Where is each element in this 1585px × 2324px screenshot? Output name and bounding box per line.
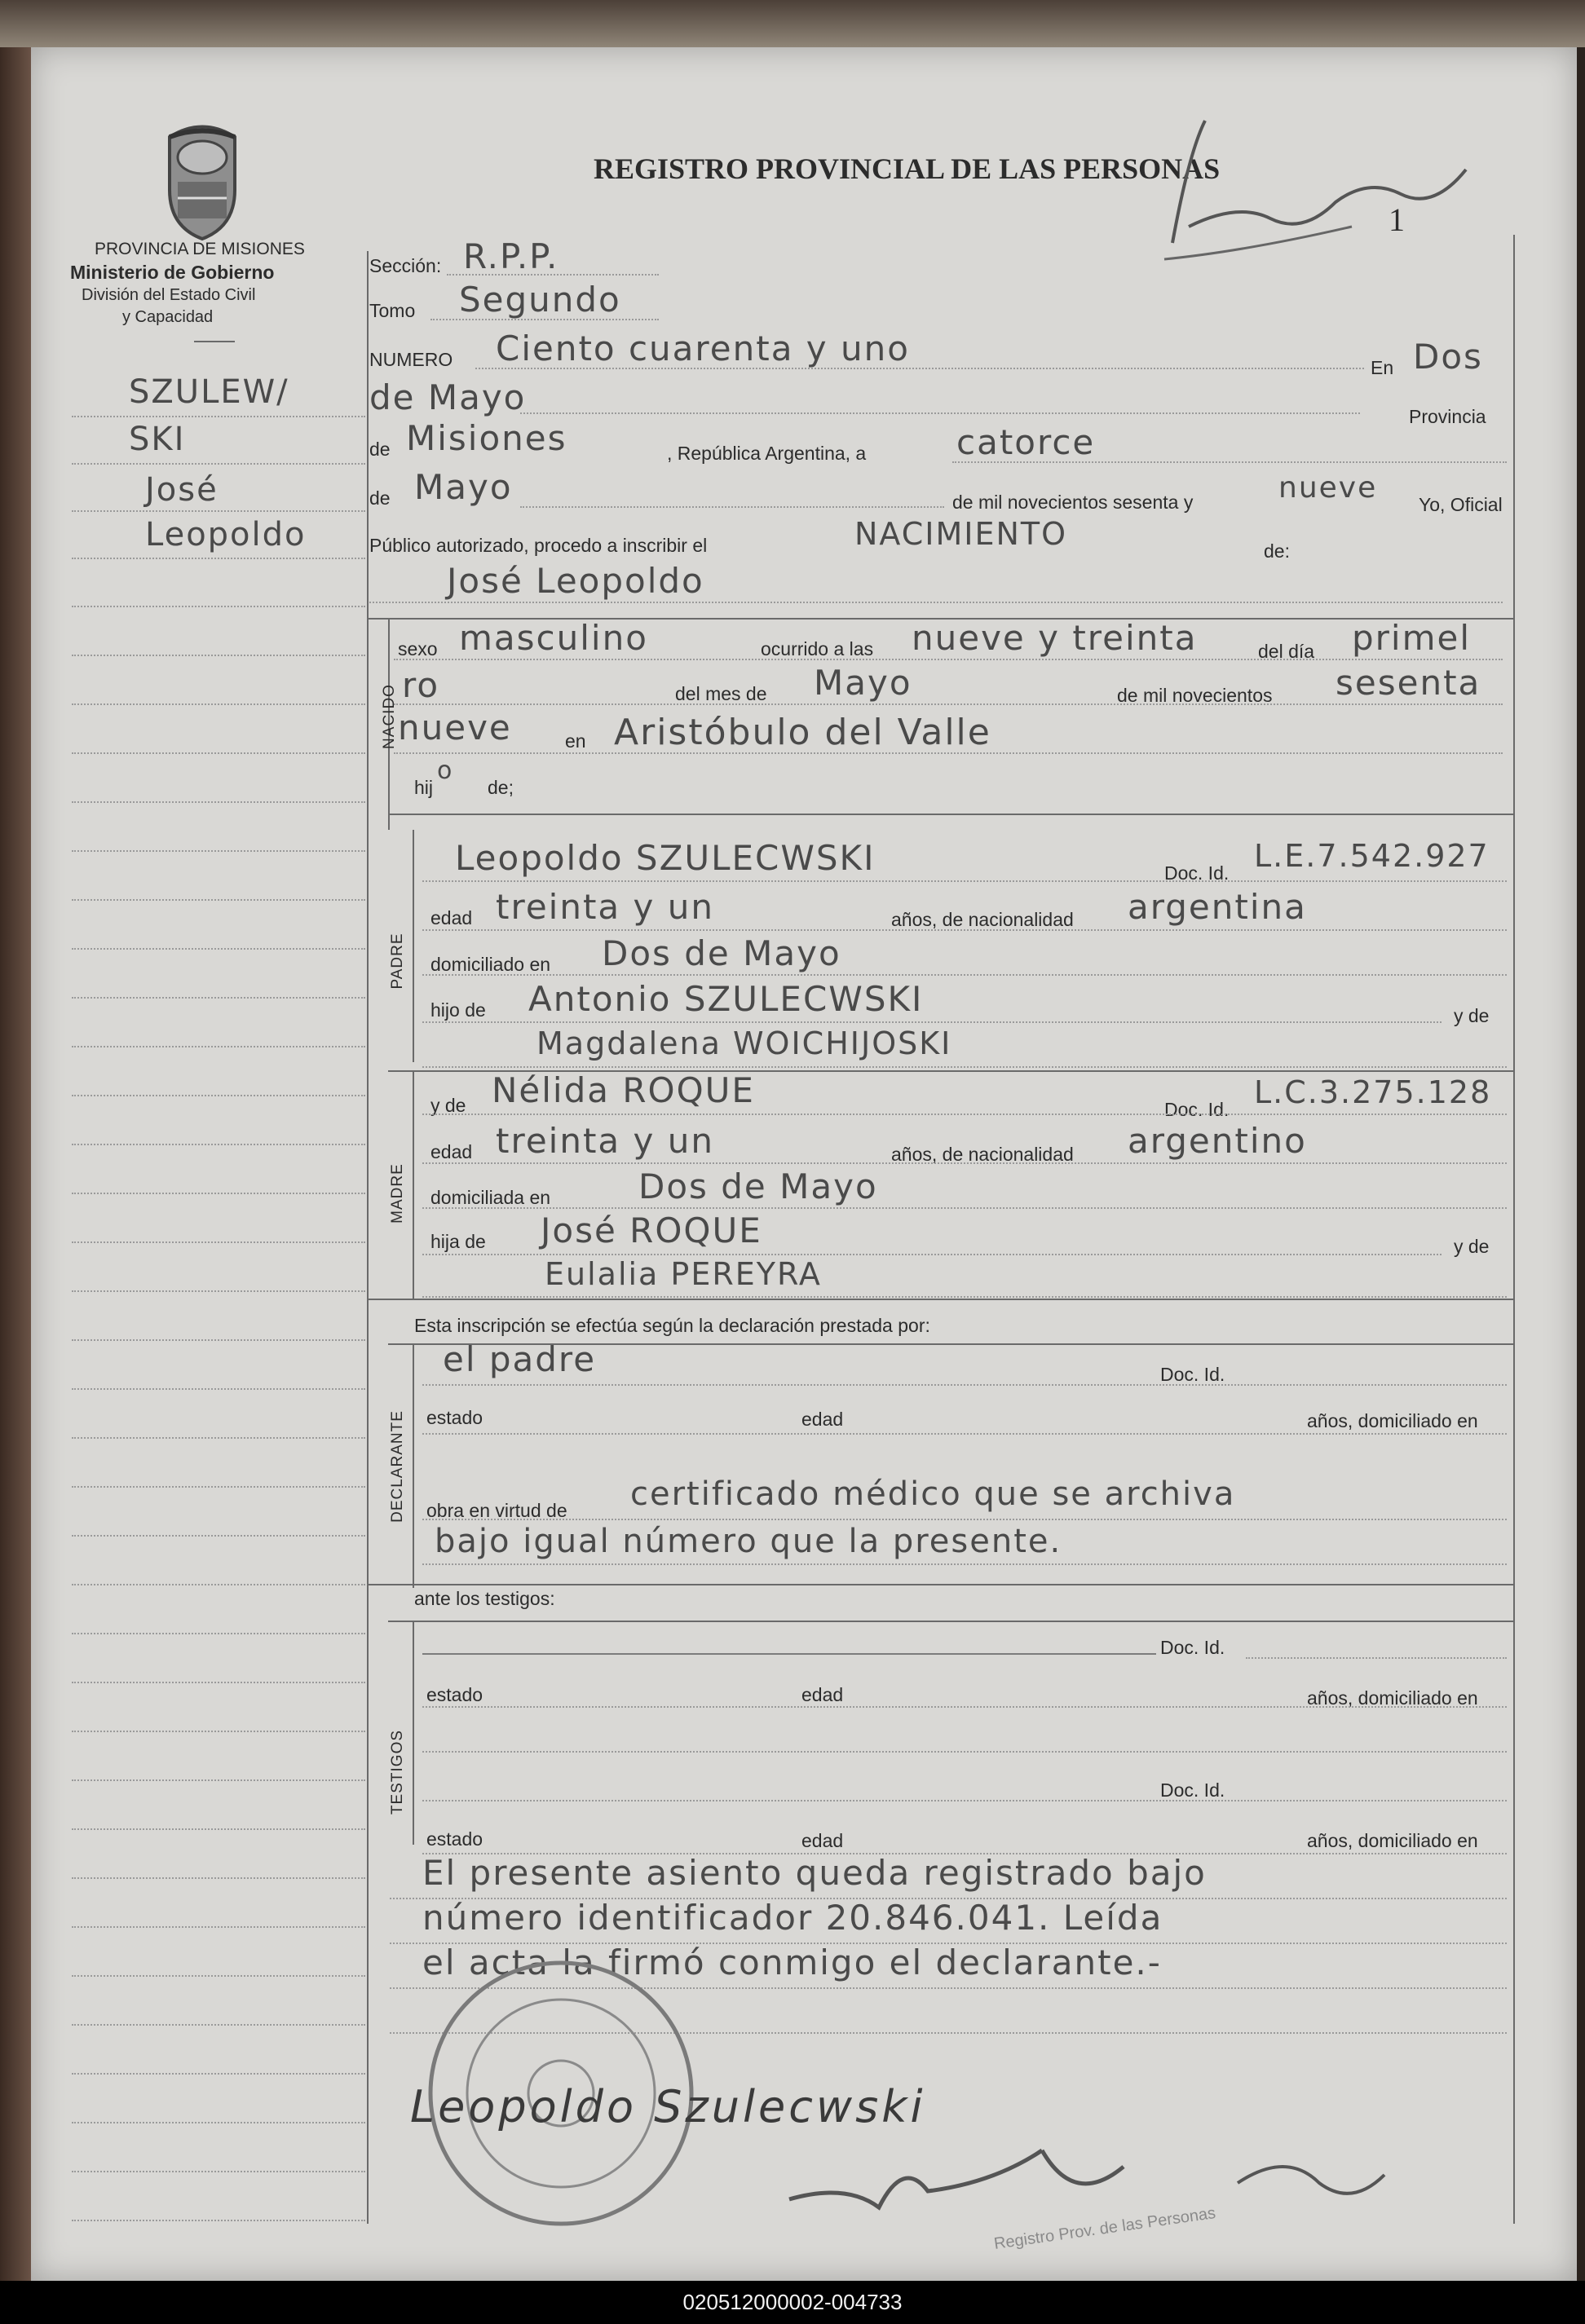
dia-value: catorce [956, 422, 1096, 462]
en-label-2: en [565, 730, 586, 752]
publico-label: Público autorizado, procedo a inscribir el [369, 535, 708, 556]
margin-rule [72, 1877, 365, 1879]
section-label-divider [413, 1343, 414, 1588]
margin-rule [72, 1633, 365, 1634]
testigo1-anos-label: años, domiciliado en [1307, 1687, 1478, 1709]
margin-rule [72, 1339, 365, 1341]
testigo1-edad-label: edad [801, 1684, 844, 1705]
declarante-estado-label: estado [426, 1407, 483, 1428]
section-label-divider [413, 1621, 414, 1845]
fill-line [422, 1519, 1507, 1520]
fill-line [475, 368, 1364, 369]
declarante-anos-label: años, domiciliado en [1307, 1410, 1478, 1431]
fill-line [422, 1296, 1507, 1298]
numero-value: Ciento cuarenta y uno [496, 329, 910, 368]
section-padre: PADRE [389, 933, 406, 990]
fill-line [520, 506, 944, 508]
fill-line [422, 974, 1507, 976]
fill-line [520, 412, 1360, 414]
margin-rule [72, 1584, 365, 1585]
fill-line [422, 880, 1507, 882]
mes-value: Mayo [414, 467, 513, 507]
margin-rule [72, 2073, 365, 2075]
hora-value: nueve y treinta [912, 618, 1198, 658]
section-label-divider [413, 1070, 414, 1299]
nota-line-2: número identificador 20.846.041. Leída [422, 1898, 1163, 1938]
fill-line [394, 752, 1503, 754]
document-title: REGISTRO PROVINCIAL DE LAS PERSONAS [594, 152, 1221, 185]
margin-rule [72, 1731, 365, 1732]
hijo-label: hij [414, 777, 434, 798]
fill-line [422, 1162, 1507, 1164]
margin-note-line-1: SZULEW/ [129, 373, 289, 411]
margin-rule [72, 1828, 365, 1830]
section-nacido: NACIDO [381, 684, 398, 749]
seccion-value: R.P.P. [463, 236, 559, 276]
sexo-value: masculino [459, 618, 648, 658]
madre-doc-value: L.C.3.275.128 [1254, 1074, 1492, 1110]
margin-rule [72, 2024, 365, 2026]
de-semi-label: de; [488, 777, 514, 798]
madre-nombre-value: Nélida ROQUE [492, 1070, 755, 1110]
provincia-value: Misiones [406, 418, 567, 458]
margin-rule [72, 752, 365, 754]
declarante-signature: Leopoldo Szulecwski [410, 2081, 926, 2132]
image-identifier: 020512000002-004733 [0, 2281, 1585, 2324]
anio-nac-value-2: nueve [398, 708, 512, 747]
section-divider [367, 1584, 1513, 1585]
padre-dom-value: Dos de Mayo [602, 933, 841, 973]
margin-rule [72, 1290, 365, 1292]
provincia-label: Provincia [1409, 406, 1486, 427]
page-mark: 1 [1389, 201, 1405, 238]
section-declarante: DECLARANTE [389, 1410, 406, 1523]
margin-rule [72, 801, 365, 803]
testigo1-estado-label: estado [426, 1684, 483, 1705]
padre-madre-value: Magdalena WOICHIJOSKI [536, 1025, 952, 1061]
section-divider [388, 1621, 1513, 1622]
testigo1-doc-label: Doc. Id. [1160, 1637, 1225, 1658]
mes-nac-value: Mayo [814, 663, 912, 703]
margin-note-line-3: José [145, 471, 219, 509]
fill-line [952, 461, 1507, 463]
testigo2-estado-label: estado [426, 1828, 483, 1850]
registry-stamp-text: Registro Prov. de las Personas [992, 2204, 1217, 2253]
madre-dom-label: domiciliada en [430, 1187, 551, 1208]
margin-rule [72, 558, 365, 559]
padre-nac-value: argentina [1128, 887, 1307, 927]
margin-rule [72, 2220, 365, 2221]
de-label-2: de [369, 487, 391, 509]
ocurrido-label: ocurrido a las [761, 638, 874, 659]
obra-value-2: bajo igual número que la presente. [435, 1523, 1062, 1560]
margin-rule [72, 416, 365, 417]
coat-of-arms-emblem [153, 121, 251, 243]
fill-line [422, 1751, 1507, 1753]
ministry-label: Ministerio de Gobierno [70, 262, 275, 283]
madre-y-de-label-2: y de [1454, 1236, 1490, 1257]
testigo2-doc-label: Doc. Id. [1160, 1779, 1225, 1801]
padre-padre-value: Antonio SZULECWSKI [528, 979, 924, 1019]
madre-edad-label: edad [430, 1141, 473, 1162]
margin-rule [72, 1095, 365, 1096]
fill-line [447, 274, 659, 276]
fill-line [394, 659, 1503, 660]
en-place-value-2: de Mayo [369, 377, 527, 417]
margin-note-line-4: Leopoldo [145, 516, 307, 553]
section-divider [388, 814, 1513, 815]
margin-rule [72, 606, 365, 607]
margin-rule [72, 1926, 365, 1928]
margin-rule [72, 1535, 365, 1537]
lugar-value: Aristóbulo del Valle [614, 712, 991, 753]
madre-anos-label: años, de nacionalidad [891, 1144, 1074, 1165]
fill-line [422, 1066, 1507, 1068]
padre-y-de-label: y de [1454, 1005, 1490, 1026]
fill-line [422, 1706, 1507, 1708]
ante-testigos-label: ante los testigos: [414, 1588, 555, 1609]
madre-madre-value: Eulalia PEREYRA [545, 1256, 822, 1292]
numero-label: NUMERO [369, 349, 453, 370]
anio-value: nueve [1278, 471, 1378, 505]
fill-line [422, 1653, 1156, 1655]
margin-rule [72, 1437, 365, 1439]
margin-rule [72, 510, 365, 512]
margin-rule [72, 1241, 365, 1243]
padre-dom-label: domiciliado en [430, 954, 551, 975]
de-mil-label: de mil novecientos sesenta y [952, 492, 1194, 513]
fill-line [422, 1207, 1507, 1209]
fill-line [422, 1021, 1442, 1023]
margin-rule [72, 1388, 365, 1390]
frame-left [367, 251, 369, 2224]
madre-nac-value: argentino [1128, 1121, 1307, 1161]
del-dia-label: del día [1258, 641, 1315, 662]
padre-anos-label: años, de nacionalidad [891, 909, 1074, 930]
dia-nac-value-2: ro [402, 665, 440, 705]
hijo-suffix: o [437, 756, 454, 785]
section-madre: MADRE [389, 1163, 406, 1224]
testigo2-anos-label: años, domiciliado en [1307, 1830, 1478, 1851]
madre-hija-de-label: hija de [430, 1231, 486, 1252]
section-testigos: TESTIGOS [389, 1729, 406, 1815]
de-label: de [369, 439, 391, 460]
margin-rule [72, 1144, 365, 1145]
margin-rule [72, 850, 365, 852]
sexo-label: sexo [398, 638, 438, 659]
page-top-edge [0, 0, 1585, 47]
tomo-label: Tomo [369, 300, 416, 321]
fill-line [394, 703, 1503, 705]
margin-note-line-2: SKI [129, 421, 186, 458]
dia-nac-value: primel [1352, 618, 1472, 658]
de-mil-label-2: de mil novecientos [1117, 685, 1273, 706]
division-label: División del Estado Civil [82, 286, 256, 304]
fill-line [422, 1254, 1442, 1255]
en-label: En [1371, 357, 1394, 378]
margin-rule [72, 463, 365, 465]
margin-rule [72, 1193, 365, 1194]
margin-rule [72, 1682, 365, 1683]
margin-rule [72, 703, 365, 705]
nota-line-3: el acta la firmó conmigo el declarante.- [422, 1943, 1162, 1982]
madre-doc-label: Doc. Id. [1164, 1099, 1230, 1120]
province-label: PROVINCIA DE MISIONES [95, 240, 305, 258]
fill-line [422, 1563, 1507, 1565]
fill-line [430, 319, 659, 320]
margin-rule [72, 2171, 365, 2172]
declarante-doc-label: Doc. Id. [1160, 1364, 1225, 1385]
padre-edad-label: edad [430, 907, 473, 928]
margin-rule [72, 899, 365, 901]
margin-rule [72, 997, 365, 999]
del-mes-label: del mes de [675, 683, 767, 704]
tomo-value: Segundo [459, 280, 621, 320]
fill-line [422, 1113, 1507, 1115]
seccion-label: Sección: [369, 255, 442, 276]
fill-line [422, 929, 1507, 931]
anio-nac-value: sesenta [1336, 663, 1481, 703]
padre-doc-value: L.E.7.542.927 [1254, 838, 1490, 874]
madre-dom-value: Dos de Mayo [638, 1166, 878, 1206]
republica-label: , República Argentina, a [667, 443, 867, 464]
fill-line [422, 1384, 1507, 1386]
padre-doc-label: Doc. Id. [1164, 862, 1230, 884]
esta-inscripcion-label: Esta inscripción se efectúa según la declaración prestada por: [414, 1315, 930, 1336]
section-label-divider [413, 830, 414, 1062]
en-place-value: Dos [1413, 337, 1483, 377]
margin-rule [72, 948, 365, 950]
de-colon-label: de: [1264, 540, 1290, 562]
declarante-edad-label: edad [801, 1409, 844, 1430]
official-signature-bottom [781, 2134, 1401, 2232]
division-label-2: y Capacidad [122, 308, 214, 326]
fill-line [422, 1433, 1507, 1435]
margin-rule [72, 2122, 365, 2123]
book-spine [0, 0, 31, 2324]
margin-rule [72, 1779, 365, 1781]
fill-line [1246, 1657, 1507, 1659]
yo-oficial-label: Yo, Oficial [1419, 494, 1503, 515]
declarante-value: el padre [443, 1339, 597, 1379]
testigo2-edad-label: edad [801, 1830, 844, 1851]
fill-line [369, 602, 1503, 603]
madre-edad-value: treinta y un [496, 1121, 714, 1161]
section-divider [367, 1299, 1513, 1300]
obra-label: obra en virtud de [426, 1500, 567, 1521]
margin-rule [72, 655, 365, 656]
official-signature-top [1140, 104, 1490, 276]
nombre-value: José Leopoldo [447, 561, 704, 601]
madre-y-de-label: y de [430, 1095, 466, 1116]
frame-right [1513, 235, 1515, 2224]
divider [194, 341, 235, 342]
padre-hijo-de-label: hijo de [430, 999, 486, 1021]
register-page [31, 47, 1577, 2281]
margin-rule [72, 1046, 365, 1047]
nota-line-1: El presente asiento queda registrado bajo [422, 1853, 1207, 1893]
madre-padre-value: José ROQUE [541, 1211, 762, 1250]
obra-value-1: certificado médico que se archiva [630, 1475, 1236, 1513]
margin-rule [72, 1486, 365, 1488]
fill-line [422, 1800, 1507, 1801]
padre-nombre-value: Leopoldo SZULECWSKI [455, 838, 876, 878]
margin-rule [72, 1975, 365, 1977]
padre-edad-value: treinta y un [496, 887, 714, 927]
acto-value: NACIMIENTO [854, 516, 1068, 552]
